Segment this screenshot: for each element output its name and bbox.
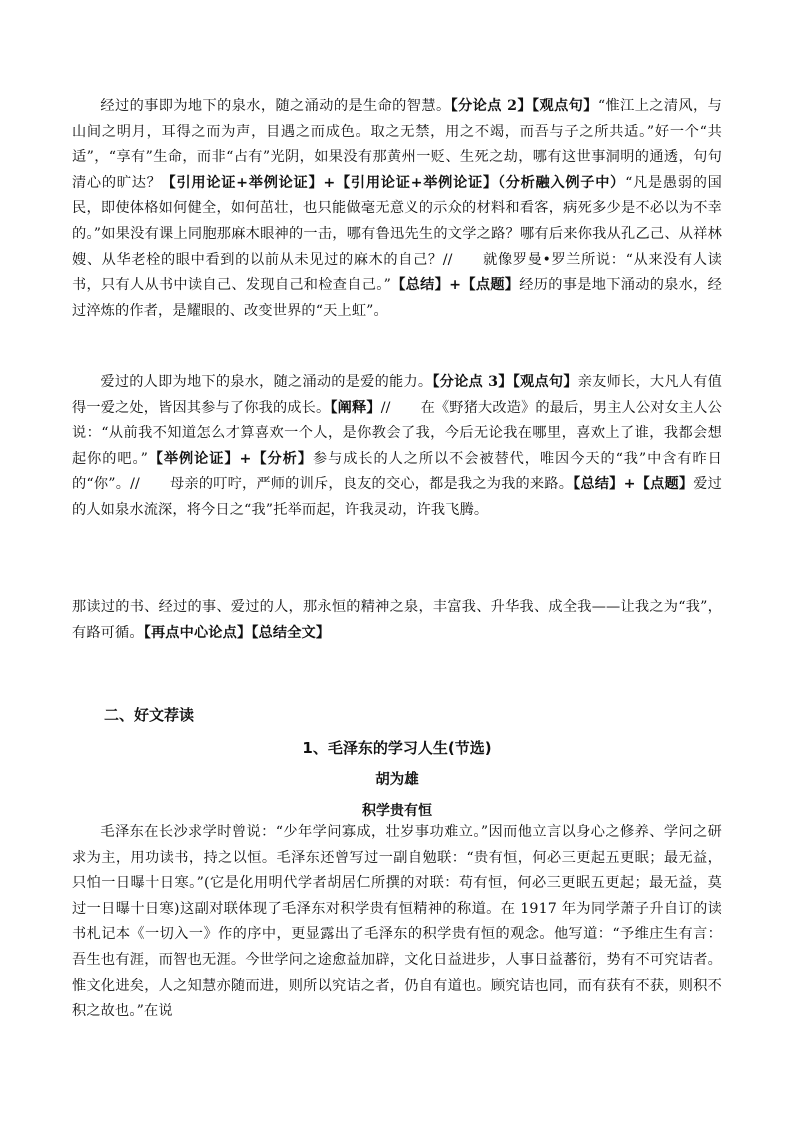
- para2-topic: 爱过的人即为地下的泉水，随之涌动的是爱的能力。: [100, 374, 433, 390]
- para1-tag-argument: 【引用论证+举例论证】+【引用论证+举例论证】（分析融入例子中）: [161, 174, 626, 191]
- paragraph-conclusion: [72, 595, 722, 646]
- article-title: 1、毛泽东的学习人生(节选): [302, 739, 492, 757]
- para1-quote-sushi: “惟江上之清风，与山间之明月，耳得之而为声，目遇之而成色。取之无禁，用之不竭，而吾与子之所共适。”好一个“共适”，“享有”生命，而非“占有”光阴，如果没有那黄州一贬、生死之劫，哪有这世事洞明的通透，句句清心的旷达？: [72, 98, 722, 191]
- para2-explanation: 亲友师长，大凡人有值得一爱之处，皆因其参与了你我的成长。: [72, 374, 722, 416]
- article-author: 胡为雄: [375, 772, 419, 788]
- para2-tag-summary: 【总结】+【点题】: [573, 476, 694, 493]
- article-body: 毛泽东在长沙求学时曾说：“少年学问寡成，壮岁事功难立。”因而他立言以身心之修养、学问之研求为主，用功读书，持之以恒。毛泽东还曾写过一副自勉联：“贵有恒，何必三更起五更眠；最无益，只怕一日曝十日寒。”(它是化用明代学者胡居仁所撰的对联：苟有恒，何必三更眠五更起；最无益，莫过一日曝十日寒)这副对联体现了毛泽东对积学贵有恒精神的称道。在 1917 年为同学萧子升自订的读书札记本《一切入一》作的序中，更显露出了毛泽东的积学贵有恒的观念。他写道：“予维庄生有言：吾生也有涯，而智也无涯。今世学问之途愈益加辟，文化日益进步，人事日益蕃衍，势有不可究诘者。惟文化进矣，人之知慧亦随而进，则所以究诘之者，仍自有道也。顾究诘也同，而有获有不获，则积不积之故也。”在说: [72, 824, 722, 1020]
- para2-roots: 母亲的叮咛，严师的训斥，良友的交心，都是我之为我的来路。: [169, 476, 574, 493]
- section-heading: 二、好文荐读: [104, 706, 195, 724]
- para1-topic: 经过的事即为地下的泉水，随之涌动的是生命的智慧。: [100, 98, 451, 114]
- para2-example: 在《野猪大改造》的最后，男主人公对女主人公说：“从前我不知道怎么才算喜欢一个人，是你教会了我，今后无论我在哪里，喜欢上了谁，我都会想起你的吧。”: [72, 399, 723, 467]
- para2-tag-interpret: 【阐释】: [330, 399, 381, 416]
- para1-quote-rolland: 就像罗曼•罗兰所说：“从来没有人读书，只有人从书中读自己、发现自己和检查自己。”: [72, 251, 722, 294]
- para3-text: 那读过的书、经过的事、爱过的人，那永恒的精神之泉，丰富我、升华我、成全我——让我之为“我”，有路可循。: [72, 599, 722, 641]
- para1-tag-point: 【分论点 2】【观点句】: [450, 98, 598, 114]
- paragraph-experience: [72, 94, 722, 324]
- para1-quote-luxun: “凡是愚弱的国民，即使体格如何健全，如何茁壮，也只能做毫无意义的示众的材料和看客，病死多少是不必以为不幸的。”如果没有课上同胞那麻木眼神的一击，哪有鲁迅先生的文学之路？哪有后来你我从孔乙己、从祥林嫂、从华老栓的眼中看到的以前从未见过的麻木的自己？//: [72, 174, 722, 268]
- para1-conclusion: 经历的事是地下涌动的泉水，经过淬炼的作者，是耀眼的、改变世界的“天上虹”。: [72, 277, 722, 319]
- para2-conclusion: 爱过的人如泉水流深，将今日之“我”托举而起，许我灵动，许我飞腾。: [72, 476, 722, 518]
- para2-separator: //: [380, 399, 391, 416]
- para1-tag-summary: 【总结】+【点题】: [391, 277, 520, 294]
- para2-tag-point: 【分论点 3】【观点句】: [432, 374, 578, 390]
- paragraph-love: [72, 370, 722, 524]
- para3-tag: 【再点中心论点】【总结全文】: [143, 624, 331, 641]
- article-subtitle: 积学贵有恒: [362, 803, 432, 819]
- para2-tag-argument: 【举例论证】+【分析】: [147, 450, 313, 467]
- para2-analysis: 参与成长的人之所以不会被替代，唯因今天的“我”中含有昨日的“你”。//: [72, 450, 722, 493]
